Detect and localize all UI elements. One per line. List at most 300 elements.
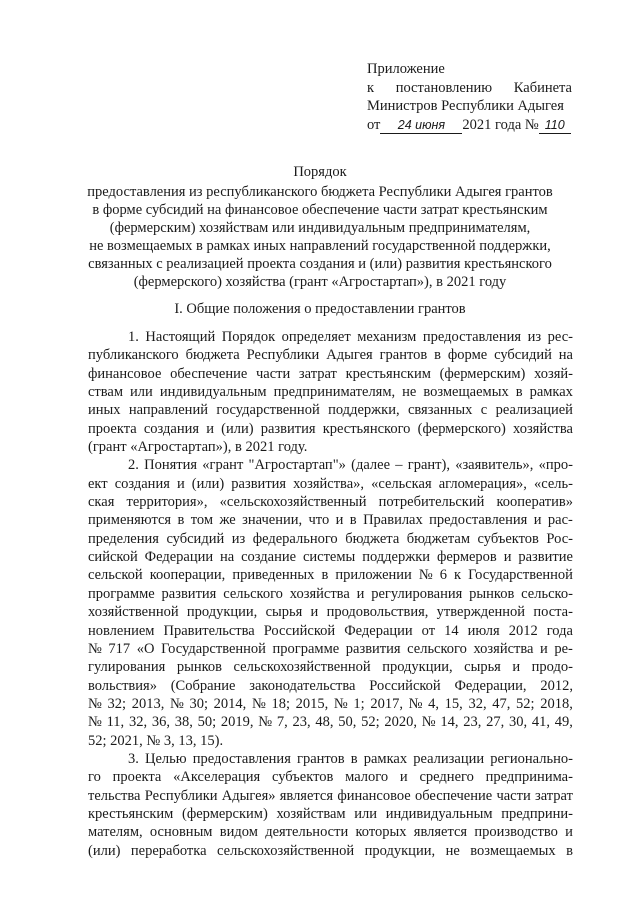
word: в [349, 512, 357, 529]
word: 11, [106, 714, 125, 731]
word: 23, [463, 714, 482, 731]
word: 14 [444, 622, 459, 639]
word: Рос- [546, 530, 573, 547]
word: бюджетам [406, 530, 471, 547]
word: (Собрание [170, 677, 236, 694]
paragraph-line [88, 475, 573, 493]
section-heading: I. Общие положения о предоставлении грантов [174, 301, 466, 317]
word: 47, [492, 695, 511, 712]
year-text: 2021 года № [462, 116, 539, 133]
word: 36, [151, 714, 170, 731]
word: «про- [538, 457, 573, 474]
word: № [146, 732, 164, 749]
word: и [503, 549, 512, 566]
word: 1. [128, 329, 139, 345]
word: субъектов [271, 769, 334, 786]
word: рас- [547, 512, 573, 529]
word: или [354, 805, 378, 822]
word: части [496, 787, 531, 804]
word: применяются [88, 512, 172, 529]
title-line: предоставления из республиканского бюджета Республики Адыгея грантов [87, 184, 553, 200]
appendix-word: Кабинета [513, 79, 572, 96]
word: № [258, 714, 273, 731]
word: рес- [547, 329, 573, 345]
word: грант), [407, 457, 450, 474]
word: приложении [335, 567, 412, 584]
word: из [231, 530, 246, 547]
word: бюджета [185, 347, 240, 364]
paragraph-line [88, 805, 573, 823]
word: 2017, [370, 695, 403, 712]
word: продукции, [364, 842, 436, 859]
word: 50; [197, 714, 217, 731]
word: рамках [363, 750, 408, 767]
paragraph-line [88, 346, 573, 364]
word: мателям, [88, 824, 143, 841]
word: рынков [469, 585, 515, 602]
word: ре- [554, 640, 573, 657]
word: 23, [292, 714, 311, 731]
word: № [251, 695, 266, 712]
word: возмещаемых [470, 842, 556, 859]
word: затрат [534, 787, 573, 804]
word: основным [149, 824, 213, 841]
paragraph-line [88, 823, 573, 841]
word: 49, [554, 714, 573, 731]
word: предоставления [429, 512, 528, 529]
word: и [512, 659, 521, 676]
word: бюджета [345, 530, 400, 547]
word: федерального [252, 530, 338, 547]
word: публиканского [88, 347, 179, 364]
word: «сель- [533, 475, 573, 492]
paragraph-line [88, 732, 573, 750]
word: ект [88, 475, 108, 492]
word: сырья [265, 604, 303, 621]
paragraph-line [88, 548, 573, 566]
word: 15). [200, 732, 224, 749]
document-body [88, 328, 573, 860]
word: механизм [357, 329, 417, 345]
word: Республики [246, 347, 320, 364]
word: № [333, 695, 348, 712]
paragraph-line [88, 787, 573, 805]
word: сырья [464, 659, 501, 676]
word: 18; [271, 695, 290, 712]
word: развития [260, 420, 316, 437]
word: 52; [88, 732, 111, 749]
word: же [219, 512, 236, 529]
word: хозяй- [534, 365, 573, 382]
word: которых [355, 824, 407, 841]
paragraph-line [88, 695, 573, 713]
word: в [434, 347, 441, 364]
word: Целью [145, 750, 187, 767]
word: 38, [174, 714, 193, 731]
word: 2019, [220, 714, 254, 731]
word: крестьянским [88, 805, 174, 822]
word: приведенных [232, 567, 315, 584]
word: является [279, 787, 334, 804]
word: грантов [297, 750, 345, 767]
word: обеспечение [414, 787, 493, 804]
word: субсидий [494, 347, 552, 364]
word: 4, [428, 695, 439, 712]
word: Государственной [468, 567, 573, 584]
paragraph-line [88, 622, 573, 640]
paragraph-line [88, 530, 573, 548]
word: хозяйства [289, 585, 350, 602]
word: году. [278, 439, 308, 456]
word: в [350, 750, 358, 767]
word: развития [161, 585, 217, 602]
word: в [515, 384, 523, 401]
date-value: 24 июня [397, 117, 446, 132]
word: регулирования [371, 585, 463, 602]
word: года [546, 622, 573, 639]
paragraph-line [88, 566, 573, 584]
word: «заявитель», [455, 457, 534, 474]
word: предпринимателям, [273, 384, 396, 401]
word: – [395, 457, 403, 474]
word: что [308, 512, 330, 529]
word: развитие [518, 549, 573, 566]
word: предприни- [501, 805, 573, 822]
word: 15, [444, 695, 463, 712]
word: поддержки [362, 549, 431, 566]
word: на [220, 549, 235, 566]
word: государственной [216, 402, 320, 419]
title-line: (фермерским) хозяйствам или индивидуальным предпринимателям, [109, 220, 531, 236]
word: Правилах [363, 512, 423, 529]
word: малого [345, 769, 389, 786]
word: новлением [88, 622, 155, 639]
paragraph-line [88, 493, 573, 511]
paragraph-line [88, 842, 573, 860]
word: том [190, 512, 214, 529]
word: форме [447, 347, 488, 364]
word: 32, [468, 695, 487, 712]
paragraph-line [88, 713, 573, 731]
word: переработка [130, 842, 207, 859]
word: 2018, [540, 695, 573, 712]
appendix-block [367, 60, 572, 134]
word: вольствия» [88, 677, 157, 694]
word: кооператив» [496, 494, 573, 511]
title-line: в форме субсидий на финансовое обеспечение части затрат крестьянским [92, 202, 548, 218]
word: 13, [178, 732, 201, 749]
word: гулирования [88, 659, 166, 676]
word: сельскохозяйственной [233, 659, 371, 676]
word: территория», [126, 494, 208, 511]
appendix-word: к [367, 79, 375, 96]
word: субъектов [477, 530, 539, 547]
word: от [421, 622, 436, 639]
word: «Акселерация [173, 769, 261, 786]
word: хозяйствам [276, 805, 346, 822]
word: в [566, 842, 573, 859]
word: и [565, 824, 573, 841]
word: создания [114, 475, 170, 492]
number-value: 110 [544, 117, 565, 132]
word: 48, [315, 714, 334, 731]
word: и [540, 640, 548, 657]
word: «Агростартап»), [130, 439, 236, 456]
word: агломерация», [438, 475, 527, 492]
word: связанных [407, 402, 473, 419]
word: (фермерского) [417, 420, 506, 437]
word: «сельская [371, 475, 432, 492]
word: на [558, 347, 573, 364]
word: № [418, 567, 433, 584]
word: «грант [202, 457, 244, 474]
paragraph-line [88, 438, 573, 456]
appendix-word: постановлению [395, 79, 493, 96]
word: значении, [242, 512, 303, 529]
word: из [527, 329, 542, 345]
word: 2014, [213, 695, 247, 712]
word: крестьянским [345, 365, 431, 382]
word: не [445, 842, 460, 859]
word: потребительский [378, 494, 485, 511]
word: предпринима- [485, 769, 573, 786]
word: затрат [298, 365, 337, 382]
word: к [453, 567, 462, 584]
word: го [88, 769, 101, 786]
word: хозяйства [513, 420, 573, 437]
word: 30, [508, 714, 528, 731]
word: ская [88, 494, 115, 511]
word: № [88, 640, 102, 657]
word: деятельности [265, 824, 349, 841]
word: с [480, 402, 488, 419]
paragraph-line [88, 640, 573, 658]
word: хозяйства», [293, 475, 365, 492]
word: 2013, [131, 695, 165, 712]
word: программе [88, 585, 155, 602]
word: 30; [189, 695, 208, 712]
word: 32; [107, 695, 127, 712]
word: 7, [276, 714, 288, 731]
word: № [408, 695, 423, 712]
word: сельскохозяйственной [217, 842, 355, 859]
word: и [399, 769, 408, 786]
word: и [356, 585, 365, 602]
word: рамках [529, 384, 573, 401]
word: кооперации, [149, 567, 226, 584]
word: и [206, 420, 214, 437]
word: определяет [281, 329, 351, 345]
word: проекта [88, 420, 137, 437]
word: индивидуальным [159, 384, 267, 401]
paragraph-line [88, 383, 573, 401]
word: и [176, 475, 185, 492]
paragraph-line [88, 585, 573, 603]
appendix-label: Приложение [367, 61, 445, 77]
word: предоставления [192, 750, 291, 767]
word: Республики [144, 787, 218, 804]
word: 2015, [295, 695, 329, 712]
paragraph-line [88, 511, 573, 529]
word: 41, [531, 714, 550, 731]
word: 3. [128, 750, 139, 767]
word: (или) [221, 420, 254, 437]
word: Адыгея [326, 347, 373, 364]
word: программе [272, 640, 340, 657]
date-field [380, 118, 462, 134]
word: 1; [353, 695, 365, 712]
word: развития [231, 475, 287, 492]
word: поддержки, [328, 402, 400, 419]
word: 717 [108, 640, 131, 657]
word: финансовое [88, 365, 162, 382]
word: возмещаемых [423, 384, 509, 401]
word: в [235, 439, 246, 456]
paragraph-line [88, 603, 573, 621]
word: и [533, 512, 542, 529]
title-heading: Порядок [293, 164, 347, 180]
word: утвержденной [436, 604, 526, 621]
paragraph-line [88, 677, 573, 695]
word: крестьянского [322, 420, 411, 437]
word: создание [241, 549, 297, 566]
word: сийской [88, 549, 138, 566]
word: Порядок [221, 329, 276, 345]
word: 2020, [384, 714, 417, 731]
word: июля [467, 622, 500, 639]
word: сельской [88, 567, 143, 584]
word: Федерации [144, 549, 214, 566]
title-line: (фермерского) хозяйства (грант «Агростартап»), в 2021 году [133, 274, 507, 290]
word: «сельскохозяйственный [219, 494, 367, 511]
paragraph-line [88, 365, 573, 383]
word: 2. [128, 457, 139, 474]
word: Российской [263, 622, 336, 639]
word: Правительства [163, 622, 255, 639]
word: Российской [369, 677, 441, 694]
date-prefix: от [367, 116, 381, 133]
title-line: не возмещаемых в рамках иных направлений государственной поддержки, [89, 238, 551, 254]
word: Адыгея» [221, 787, 276, 804]
word: № [169, 695, 184, 712]
word: фермеров [436, 549, 497, 566]
word: № [88, 695, 102, 712]
word: сельско- [521, 585, 573, 602]
word: 3, [163, 732, 179, 749]
word: 32, [128, 714, 148, 731]
word: видом [219, 824, 258, 841]
word: Государственной [161, 640, 266, 657]
word: регионально- [490, 750, 573, 767]
word: не [402, 384, 417, 401]
word: ствам [88, 384, 124, 401]
word: в [177, 512, 185, 529]
word: 2021 [245, 439, 279, 456]
word: 2012 [508, 622, 538, 639]
word: реализации [413, 750, 485, 767]
word: субсидий [166, 530, 225, 547]
word: хозяйственной [88, 604, 179, 621]
paragraph-line [88, 750, 573, 768]
word: создания [143, 420, 200, 437]
appendix-resolution-line [367, 79, 572, 98]
word: развития [345, 640, 401, 657]
word: Федерации, [454, 677, 527, 694]
word: (или) [88, 842, 121, 859]
word: предоставления [422, 329, 522, 345]
paragraph-line [88, 420, 573, 438]
word: является [413, 824, 468, 841]
word: 14, [440, 714, 459, 731]
word: финансовое [337, 787, 411, 804]
word: № [88, 714, 102, 731]
word: или [130, 384, 153, 401]
word: хозяйства [473, 640, 534, 657]
word: грантов [379, 347, 428, 364]
word: (или) [191, 475, 225, 492]
word: продукции, [382, 659, 453, 676]
word: 50, [338, 714, 357, 731]
word: продовольствия, [326, 604, 429, 621]
word: реализацией [495, 402, 573, 419]
word: (фермерским) [182, 805, 268, 822]
paragraph-line [88, 768, 573, 786]
word: тельства [88, 787, 141, 804]
word: в [321, 567, 329, 584]
word: и [310, 604, 319, 621]
word: (далее [351, 457, 391, 474]
word: № [421, 714, 436, 731]
word: производство [474, 824, 558, 841]
word: 52; [516, 695, 535, 712]
word: среднего [419, 769, 474, 786]
word: направлений [128, 402, 208, 419]
word: продукции, [186, 604, 258, 621]
word: 6 [439, 567, 447, 584]
appendix-ministers-line: Министров Республики Адыгея [367, 98, 564, 114]
word: сельского [223, 585, 283, 602]
word: обеспечение [170, 365, 248, 382]
word: проекта [112, 769, 162, 786]
paragraph-line [88, 456, 573, 474]
word: 27, [486, 714, 505, 731]
word: 52; [361, 714, 380, 731]
word: системы [302, 549, 356, 566]
paragraph-line [88, 658, 573, 676]
word: "Агростартап"» [248, 457, 346, 474]
word: (грант [88, 439, 131, 456]
number-field [539, 118, 571, 134]
word: Настоящий [145, 329, 216, 345]
word: рынков [176, 659, 223, 676]
word: части [255, 365, 291, 382]
word: (фермерским) [439, 365, 526, 382]
word: поста- [533, 604, 573, 621]
word: 2021, [110, 732, 147, 749]
word: «О [136, 640, 155, 657]
word: сельского [407, 640, 467, 657]
title-line: связанных с реализацией проекта создания и (или) развития крестьянского [88, 256, 552, 272]
paragraph-line [88, 401, 573, 419]
word: 2012, [540, 677, 573, 694]
paragraph-line [88, 328, 573, 346]
word: и [335, 512, 344, 529]
word: индивидуальным [385, 805, 493, 822]
word: Понятия [144, 457, 198, 474]
word: иных [88, 402, 121, 419]
appendix-date-line [367, 116, 572, 135]
word: законодательства [249, 677, 356, 694]
